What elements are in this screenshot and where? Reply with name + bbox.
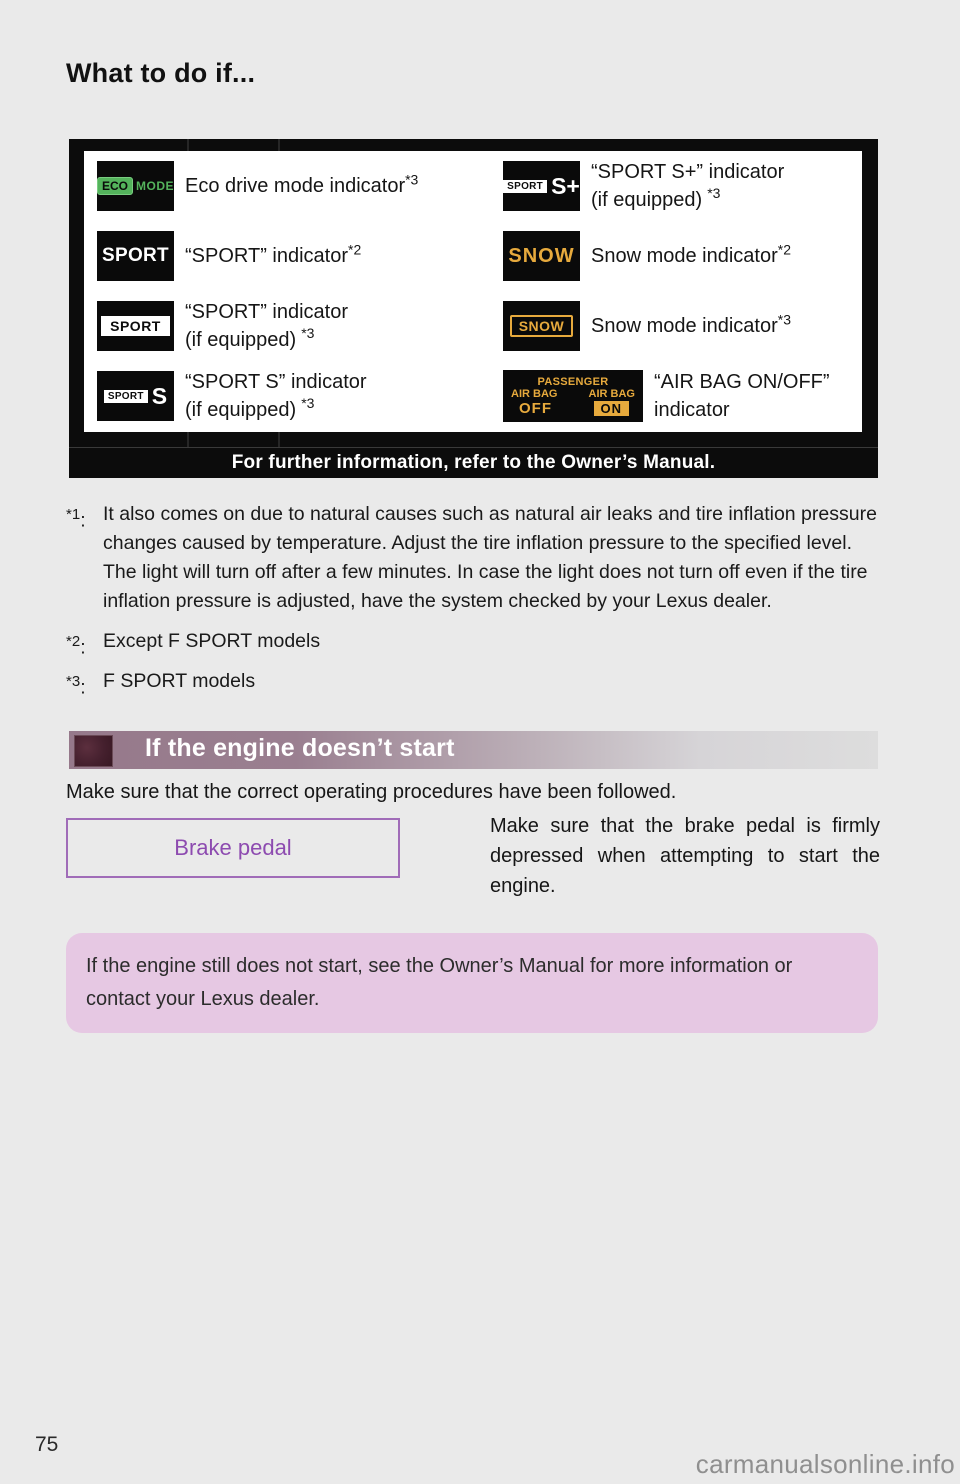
- eco-mode-icon: ECO MODE: [97, 161, 174, 211]
- section-marker-icon: [74, 735, 113, 767]
- footnotes: [66, 500, 880, 699]
- indicator-label: Snow mode indicator$^{*2}$: [591, 241, 792, 267]
- brake-pedal-label: Brake pedal: [174, 835, 292, 860]
- indicator-label: “SPORT” indicator (if equipped) $^{*3}$: [185, 301, 349, 351]
- frame-grid-line: [278, 432, 280, 447]
- footnote-marker: $^{*1}$:: [66, 506, 86, 532]
- engine-section-header: [69, 731, 878, 769]
- sport-s-indicator-row: [84, 368, 473, 424]
- indicator-label: Snow mode indicator$^{*3}$: [591, 311, 792, 337]
- table-top-frame: [69, 139, 878, 151]
- engine-info-note: If the engine still does not start, see the Owner’s Manual for more information or contact your Lexus dealer.: [66, 933, 878, 1033]
- snow-icon: SNOW: [503, 231, 580, 281]
- watermark: carmanualsonline.info: [695, 1449, 955, 1479]
- table-bottom-frame: [69, 432, 878, 447]
- footnote-marker: $^{*3}$:: [66, 673, 86, 699]
- indicator-table: [69, 139, 878, 478]
- indicator-panel: [84, 151, 862, 432]
- brake-pedal-description: Make sure that the brake pedal is firmly depressed when attempting to start the engine.: [490, 815, 880, 897]
- engine-intro-text: Make sure that the correct operating procedures have been followed.: [66, 781, 677, 803]
- indicator-label: “SPORT” indicator$^{*2}$: [185, 241, 362, 267]
- snow-boxed-icon: SNOW: [503, 301, 580, 351]
- sport-boxed-icon: SPORT: [97, 301, 174, 351]
- snow-mode-indicator-row: [473, 231, 862, 281]
- eco-drive-mode-indicator-row: [84, 161, 473, 211]
- footnote-3: $^{*3}$: F SPORT models: [66, 667, 880, 696]
- indicator-label: “SPORT S” indicator (if equipped) $^{*3}$: [185, 371, 367, 421]
- frame-grid-line: [187, 139, 189, 151]
- page-title: What to do if...: [66, 58, 256, 88]
- table-footer-note: For further information, refer to the Owner’s Manual.: [69, 447, 878, 478]
- airbag-on-off-icon: PASSENGER AIR BAG AIR BAG OFF ON: [503, 370, 643, 422]
- sport-s-plus-indicator-row: [473, 158, 862, 214]
- snow-mode-equipped-indicator-row: [473, 301, 862, 351]
- page-number: 75: [35, 1433, 59, 1456]
- footnote-1: $^{*1}$: It also comes on due to natural causes such as natural air leaks and tire inflation pressure changes caused by temperature. Adjust the tire inflation pressure to the specified level. The light will turn off after a few minutes. In case the light does not turn off even if the tire inflation pressure is adjusted, have the system checked by your Lexus dealer.: [66, 500, 880, 616]
- engine-section-title: If the engine doesn’t start: [145, 734, 455, 762]
- sport-indicator-row: [84, 231, 473, 281]
- sport-s-icon: SPORT S: [97, 371, 174, 421]
- footnote-marker: $^{*2}$:: [66, 633, 86, 659]
- sport-s-plus-icon: SPORT S+: [503, 161, 580, 211]
- indicator-label: “SPORT S+” indicator (if equipped) $^{*3}$: [591, 161, 785, 211]
- indicator-label: Eco drive mode indicator$^{*3}$: [185, 171, 419, 197]
- indicator-label: “AIR BAG ON/OFF” indicator: [654, 371, 830, 421]
- sport-equipped-indicator-row: [84, 298, 473, 354]
- airbag-on-off-indicator-row: [473, 368, 862, 424]
- footnote-2: $^{*2}$: Except F SPORT models: [66, 627, 880, 656]
- frame-grid-line: [187, 432, 189, 447]
- sport-indicator-icon: SPORT: [97, 231, 174, 281]
- frame-grid-line: [278, 139, 280, 151]
- brake-pedal-box: [66, 818, 400, 878]
